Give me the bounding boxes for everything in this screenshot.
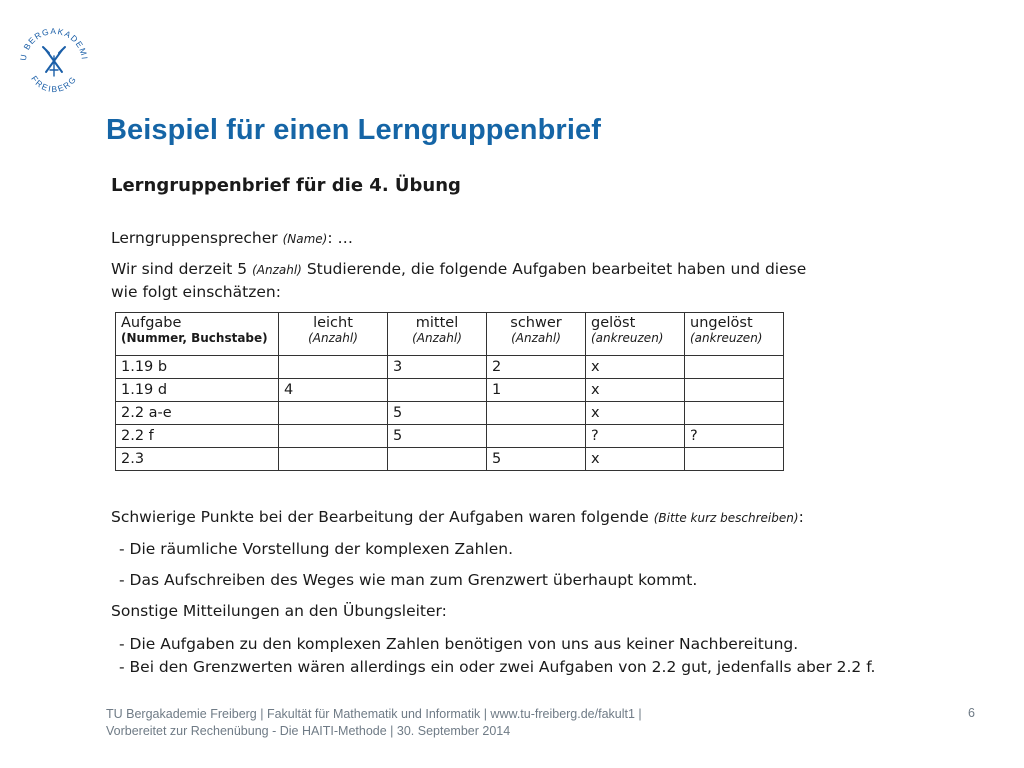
letter-title: Lerngruppenbrief für die 4. Übung <box>111 175 461 196</box>
table-cell: ? <box>685 425 784 448</box>
header-geloest: gelöst (ankreuzen) <box>586 313 685 356</box>
svg-text:FREIBERG <box>29 74 78 94</box>
table-cell: 1.19 d <box>116 379 279 402</box>
table-cell <box>685 448 784 471</box>
table-cell: 1 <box>487 379 586 402</box>
footer-line-2: Vorbereitet zur Rechenübung - Die HAITI-Methode | 30. September 2014 <box>106 724 511 738</box>
table-cell: 2.2 a-e <box>116 402 279 425</box>
table-cell <box>388 448 487 471</box>
table-cell: 3 <box>388 356 487 379</box>
svg-text:TU BERGAKADEMIE <box>14 20 90 61</box>
speaker-line <box>111 229 353 247</box>
logo-text-bottom: FREIBERG <box>29 73 79 95</box>
table-row <box>116 402 784 425</box>
other-item: - Bei den Grenzwerten wären allerdings ein oder zwei Aufgaben von 2.2 gut, jedenfalls aber 2.2 f. <box>119 658 876 676</box>
table-cell: x <box>586 356 685 379</box>
table-cell <box>685 402 784 425</box>
table-cell: 1.19 b <box>116 356 279 379</box>
speaker-hint: (Name) <box>282 232 328 246</box>
table-cell: x <box>586 402 685 425</box>
table-cell <box>279 448 388 471</box>
table-cell <box>388 379 487 402</box>
table-cell: 2 <box>487 356 586 379</box>
difficulty-item: - Die räumliche Vorstellung der komplexen Zahlen. <box>119 540 514 558</box>
table-cell: 2.2 f <box>116 425 279 448</box>
table-cell: 5 <box>388 425 487 448</box>
table-cell: 4 <box>279 379 388 402</box>
table-cell: x <box>586 379 685 402</box>
difficulty-item: - Das Aufschreiben des Weges wie man zum Grenzwert überhaupt kommt. <box>119 571 698 589</box>
difficulties-label: Schwierige Punkte bei der Bearbeitung der Aufgaben waren folgende <box>111 508 649 526</box>
difficulties-colon: : <box>798 508 804 526</box>
table-cell: 5 <box>388 402 487 425</box>
header-leicht: leicht (Anzahl) <box>279 313 388 356</box>
header-aufgabe: Aufgabe (Nummer, Buchstabe) <box>116 313 279 356</box>
table-cell <box>685 356 784 379</box>
header-mittel: mittel (Anzahl) <box>388 313 487 356</box>
difficulties-heading <box>111 508 804 526</box>
table-cell <box>685 379 784 402</box>
header-ungeloest: ungelöst (ankreuzen) <box>685 313 784 356</box>
table-cell: x <box>586 448 685 471</box>
other-item: - Die Aufgaben zu den komplexen Zahlen benötigen von uns aus keiner Nachbereitung. <box>119 635 799 653</box>
table-row <box>116 356 784 379</box>
table-row <box>116 425 784 448</box>
table-cell: ? <box>586 425 685 448</box>
slide-title: Beispiel für einen Lerngruppenbrief <box>106 114 601 146</box>
table-row <box>116 379 784 402</box>
intro-line-1 <box>111 260 806 278</box>
intro-part2: Studierende, die folgende Aufgaben bearbeitet haben und diese <box>306 260 807 278</box>
intro-line-2: wie folgt einschätzen: <box>111 283 281 301</box>
table-cell <box>487 425 586 448</box>
table-cell <box>279 425 388 448</box>
footer <box>106 706 642 740</box>
table-cell: 5 <box>487 448 586 471</box>
footer-line-1: TU Bergakademie Freiberg | Fakultät für Mathematik und Informatik | www.tu-freiberg.de/fakult1 | <box>106 707 642 721</box>
speaker-value: : … <box>327 229 353 247</box>
university-logo <box>14 20 94 100</box>
table-header-row <box>116 313 784 356</box>
difficulties-hint: (Bitte kurz beschreiben) <box>653 511 799 525</box>
other-heading: Sonstige Mitteilungen an den Übungsleiter: <box>111 602 447 620</box>
table-row <box>116 448 784 471</box>
exercise-table <box>115 312 784 471</box>
logo-text-top: U BERGAKADEMI <box>17 25 90 62</box>
table-cell <box>279 402 388 425</box>
logo-seal-icon <box>14 20 94 100</box>
table-cell <box>279 356 388 379</box>
speaker-label: Lerngruppensprecher <box>111 229 278 247</box>
intro-part1: Wir sind derzeit 5 <box>111 260 248 278</box>
table-cell <box>487 402 586 425</box>
page-number: 6 <box>968 706 975 720</box>
header-schwer: schwer (Anzahl) <box>487 313 586 356</box>
table-cell: 2.3 <box>116 448 279 471</box>
intro-hint: (Anzahl) <box>252 263 302 277</box>
